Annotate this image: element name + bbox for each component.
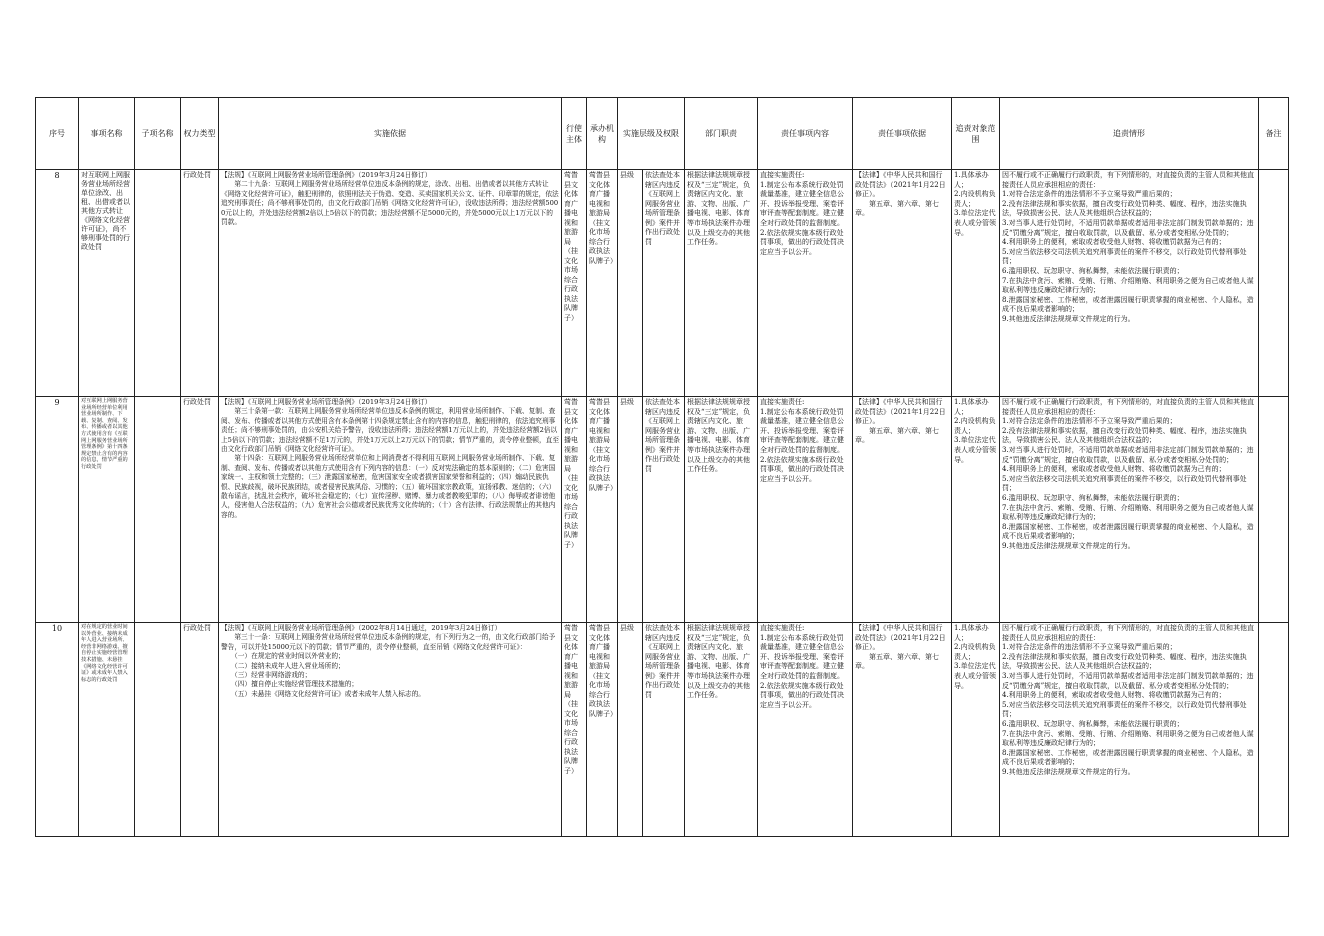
responsibility-table — [35, 97, 1289, 837]
header-remark: 备注 — [1259, 98, 1289, 170]
cell-item-name: 对互联网上网服务营业场所经营单位涂改、出租、出借或者以其他方式转让《网络文化经营许可证》，尚不够刑事处罚的行政处罚 — [79, 170, 135, 397]
cell-authority: 依法查处本辖区内违反《互联网上网服务营业场所管理条例》案件并作出行政处罚 — [643, 170, 685, 397]
header-item-name: 事项名称 — [79, 98, 135, 170]
cell-power-type: 行政处罚 — [181, 397, 219, 623]
table-row — [36, 623, 1289, 837]
cell-seq: 9 — [36, 397, 79, 623]
cell-basis: 【法规】《互联网上网服务营业场所管理条例》（2002年8月14日通过，2019年3月24日修订） 第三十一条：互联网上网服务营业场所经营单位违反本条例的规定，有下列行为之一的，由文化行政部门给予警告，可以并处15000元以下的罚款；情节严重的，责令停业整顿，直至吊销《网络文化经营许可证》： （一）在规定的营业时间以外营业的； （二）接纳未成年人进入营业场所的； （三）经营非网络游戏的； （四）擅自停止实施经营管理技术措施的； （五）未悬挂《网络文化经营许可证》或者未成年人禁入标志的。 — [219, 623, 562, 837]
header-target: 追责对象范围 — [952, 98, 1000, 170]
cell-resp-content: 直接实施责任: 1.制定公布本系统行政处罚裁量基准，建立健全信息公开、投诉举报受理、案卷评审评查等配套制度。建立健全对行政处罚的监督制度。 2.依法依规实施本级行政处罚事项，做出的行政处罚决定应当予以公开。 — [758, 170, 853, 397]
table-row — [36, 170, 1289, 397]
cell-accountability: 因不履行或不正确履行行政职责，有下列情形的，对直接负责的主管人员和其他直接责任人员应承担相应的责任： 1.对符合法定条件的违法情形不予立案导致严重后果的； 2.没有法律法规和事实依据，擅自改变行政处罚种类、幅度、程序，违法实施执法，导致损害公民、法人及其他组织合法权益的； 3.对当事人进行处罚时，不适用罚款单据或者适用非法定部门制发罚款单据的；违反“罚缴分离”规定，擅自收取罚款，以及截留、私分或者变相私分处罚的； 4.利用职务上的便利，索取或者收受他人财物、将收缴罚款据为己有的； 5.对应当依法移交司法机关追究刑事责任的案件不移交，以行政处罚代替刑事处罚； 6.滥用职权、玩忽职守、徇私舞弊，未能依法履行职责的； 7.在执法中贪污、索贿、受贿、行贿、介绍贿赂、利用职务之便为自己或者他人谋取私利等违反廉政纪律行为的； 8.泄露国家秘密、工作秘密，或者泄露因履行职责掌握的商业秘密、个人隐私，造成不良后果或者影响的； 9.其他违反法律法规规章文件规定的行为。 — [1000, 623, 1259, 837]
cell-resp-basis: 【法律】《中华人民共和国行政处罚法》（2021年1月22日修正）。 第五章、第六章、第七章。 — [853, 170, 952, 397]
cell-authority: 依法查处本辖区内违反《互联网上网服务营业场所管理条例》案件并作出行政处罚 — [643, 397, 685, 623]
cell-target: 1.具体承办人； 2.内设机构负责人； 3.单位法定代表人或分管领导。 — [952, 397, 1000, 623]
cell-dept-duty: 根据法律法规规章授权及“三定”规定，负责辖区内文化、旅游、文物、出版、广播电视、电影、体育等市场执法案件办理以及上级交办的其他工作任务。 — [685, 397, 758, 623]
cell-level: 县级 — [618, 170, 643, 397]
cell-remark — [1259, 397, 1289, 623]
cell-resp-basis: 【法律】《中华人民共和国行政处罚法》（2021年1月22日修正）。 第五章、第六章、第七章。 — [853, 397, 952, 623]
cell-level: 县级 — [618, 623, 643, 837]
cell-basis: 【法规】《互联网上网服务营业场所管理条例》（2019年3月24日修订） 第二十九条：互联网上网服务营业场所经营单位违反本条例的规定，涂改、出租、出借或者以其他方式转让《网络文化经营许可证》，触犯刑律的，依照刑法关于伪造、变造、买卖国家机关公文、证件、印章罪的规定，依法追究刑事责任；尚不够刑事处罚的，由文化行政部门吊销《网络文化经营许可证》，没收违法所得；违法经营额5000元以上的，并处违法经营额2倍以上5倍以下的罚款；违法经营额不足5000元的，并处5000元以上1万元以下的罚款。 — [219, 170, 562, 397]
header-power-type: 权力类型 — [181, 98, 219, 170]
cell-seq: 8 — [36, 170, 79, 397]
cell-authority: 依法查处本辖区内违反《互联网上网服务营业场所管理条例》案件并作出行政处罚 — [643, 623, 685, 837]
header-subject: 行使主体 — [562, 98, 587, 170]
cell-handler: 莺眚县文化体育广播电视和旅游局（挂文化市场综合行政执法队牌子） — [587, 397, 618, 623]
header-resp-content: 责任事项内容 — [758, 98, 853, 170]
cell-resp-content: 直接实施责任: 1.制定公布本系统行政处罚裁量基准，建立健全信息公开、投诉举报受理、案卷评审评查等配套制度。建立健全对行政处罚的监督制度。 2.依法依规实施本级行政处罚事项，做出的行政处罚决定应当予以公开。 — [758, 623, 853, 837]
cell-dept-duty: 根据法律法规规章授权及“三定”规定，负责辖区内文化、旅游、文物、出版、广播电视、电影、体育等市场执法案件办理以及上级交办的其他工作任务。 — [685, 170, 758, 397]
cell-accountability: 因不履行或不正确履行行政职责，有下列情形的，对直接负责的主管人员和其他直接责任人员应承担相应的责任： 1.对符合法定条件的违法情形不予立案导致严重后果的； 2.没有法律法规和事实依据，擅自改变行政处罚种类、幅度、程序，违法实施执法，导致损害公民、法人及其他组织合法权益的； 3.对当事人进行处罚时，不适用罚款单据或者适用非法定部门制发罚款单据的；违反“罚缴分离”规定，擅自收取罚款，以及截留、私分或者变相私分处罚的； 4.利用职务上的便利，索取或者收受他人财物、将收缴罚款据为己有的； 5.对应当依法移交司法机关追究刑事责任的案件不移交，以行政处罚代替刑事处罚； 6.滥用职权、玩忽职守、徇私舞弊，未能依法履行职责的； 7.在执法中贪污、索贿、受贿、行贿、介绍贿赂、利用职务之便为自己或者他人谋取私利等违反廉政纪律行为的； 8.泄露国家秘密、工作秘密，或者泄露因履行职责掌握的商业秘密、个人隐私，造成不良后果或者影响的； 9.其他违反法律法规规章文件规定的行为。 — [1000, 397, 1259, 623]
cell-handler: 莺眚县文化体育广播电视和旅游局（挂文化市场综合行政执法队牌子） — [587, 623, 618, 837]
header-level: 实施层级及权限 — [618, 98, 685, 170]
table-row — [36, 397, 1289, 623]
header-seq: 序号 — [36, 98, 79, 170]
cell-basis: 【法规】《互联网上网服务营业场所管理条例》（2019年3月24日修订） 第三十条第一款：互联网上网服务营业场所经营单位违反本条例的规定，利用营业场所制作、下载、复制、查阅、发布、传播或者以其他方式使用含有本条例第十四条规定禁止含有的内容的信息，触犯刑律的，依法追究刑事责任；尚不够刑事处罚的，由公安机关给予警告，没收违法所得；违法经营额1万元以上的，并处违法经营额2倍以上5倍以下的罚款；违法经营额不足1万元的，并处1万元以上2万元以下的罚款；情节严重的，责令停业整顿，直至由文化行政部门吊销《网络文化经营许可证》。 第十四条：互联网上网服务营业场所经营单位和上网消费者不得利用互联网上网服务营业场所制作、下载、复制、查阅、发布、传播或者以其他方式使用含有下列内容的信息：（一）反对宪法确定的基本原则的；（二）危害国家统一、主权和领土完整的；（三）泄露国家秘密，危害国家安全或者损害国家荣誉和利益的；（四）煽动民族仇恨、民族歧视，破坏民族团结，或者侵害民族风俗、习惯的；（五）破坏国家宗教政策，宣扬邪教、迷信的；（六）散布谣言，扰乱社会秩序，破坏社会稳定的；（七）宣传淫秽、赌博、暴力或者教唆犯罪的；（八）侮辱或者诽谤他人，侵害他人合法权益的；（九）危害社会公德或者民族优秀文化传统的；（十）含有法律、行政法规禁止的其他内容的。 — [219, 397, 562, 623]
cell-accountability: 因不履行或不正确履行行政职责，有下列情形的，对直接负责的主管人员和其他直接责任人员应承担相应的责任： 1.对符合法定条件的违法情形不予立案导致严重后果的； 2.没有法律法规和事实依据，擅自改变行政处罚种类、幅度、程序，违法实施执法，导致损害公民、法人及其他组织合法权益的； 3.对当事人进行处罚时，不适用罚款单据或者适用非法定部门制发罚款单据的；违反“罚缴分离”规定，擅自收取罚款，以及截留、私分或者变相私分处罚的； 4.利用职务上的便利，索取或者收受他人财物、将收缴罚款据为己有的； 5.对应当依法移交司法机关追究刑事责任的案件不移交，以行政处罚代替刑事处罚； 6.滥用职权、玩忽职守、徇私舞弊，未能依法履行职责的； 7.在执法中贪污、索贿、受贿、行贿、介绍贿赂、利用职务之便为自己或者他人谋取私利等违反廉政纪律行为的； 8.泄露国家秘密、工作秘密，或者泄露因履行职责掌握的商业秘密、个人隐私，造成不良后果或者影响的； 9.其他违反法律法规规章文件规定的行为。 — [1000, 170, 1259, 397]
header-resp-basis: 责任事项依据 — [853, 98, 952, 170]
cell-dept-duty: 根据法律法规规章授权及“三定”规定，负责辖区内文化、旅游、文物、出版、广播电视、电影、体育等市场执法案件办理以及上级交办的其他工作任务。 — [685, 623, 758, 837]
cell-item-name: 对互联网上网服务营业场所经营单位利用营业场所制作、下载、复制、查阅、发布、传播或者以其他方式使用含有《互联网上网服务营业场所管理条例》第十四条规定禁止含有的内容的信息，情节严重的行政处罚 — [79, 397, 135, 623]
cell-resp-basis: 【法律】《中华人民共和国行政处罚法》（2021年1月22日修正）。 第五章、第六章、第七章。 — [853, 623, 952, 837]
cell-subject: 莺眚县文化体育广播电视和旅游局（挂文化市场综合行政执法队牌子） — [562, 170, 587, 397]
cell-handler: 莺眚县文化体育广播电视和旅游局（挂文化市场综合行政执法队牌子） — [587, 170, 618, 397]
cell-power-type: 行政处罚 — [181, 170, 219, 397]
header-dept-duty: 部门职责 — [685, 98, 758, 170]
cell-remark — [1259, 170, 1289, 397]
cell-item-name: 对在规定的营业时间以外营业、接纳未成年人进入营业场所、经营非网络游戏、擅自停止实施经营管理技术措施、未悬挂《网络文化经营许可证》或未成年人禁入标志的行政处罚 — [79, 623, 135, 837]
cell-remark — [1259, 623, 1289, 837]
cell-target: 1.具体承办人； 2.内设机构负责人； 3.单位法定代表人或分管领导。 — [952, 170, 1000, 397]
header-accountability: 追责情形 — [1000, 98, 1259, 170]
cell-sub-item — [135, 623, 181, 837]
cell-seq: 10 — [36, 623, 79, 837]
cell-sub-item — [135, 170, 181, 397]
cell-subject: 莺眚县文化体育广播电视和旅游局（挂文化市场综合行政执法队牌子） — [562, 623, 587, 837]
cell-sub-item — [135, 397, 181, 623]
cell-target: 1.具体承办人； 2.内设机构负责人； 3.单位法定代表人或分管领导。 — [952, 623, 1000, 837]
cell-subject: 莺眚县文化体育广播电视和旅游局（挂文化市场综合行政执法队牌子） — [562, 397, 587, 623]
header-row — [36, 98, 1289, 170]
header-sub-item: 子项名称 — [135, 98, 181, 170]
cell-level: 县级 — [618, 397, 643, 623]
cell-power-type: 行政处罚 — [181, 623, 219, 837]
header-basis: 实施依据 — [219, 98, 562, 170]
cell-resp-content: 直接实施责任: 1.制定公布本系统行政处罚裁量基准，建立健全信息公开、投诉举报受理、案卷评审评查等配套制度。建立健全对行政处罚的监督制度。 2.依法依规实施本级行政处罚事项，做出的行政处罚决定应当予以公开。 — [758, 397, 853, 623]
header-handler: 承办机构 — [587, 98, 618, 170]
